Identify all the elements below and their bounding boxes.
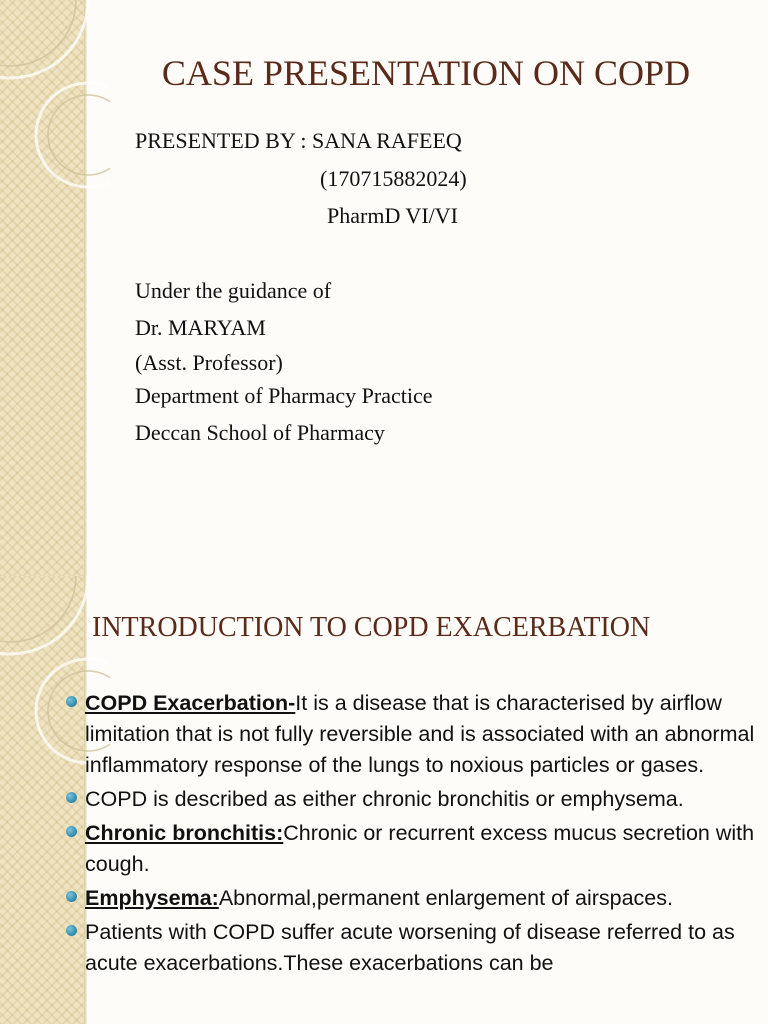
guidance-label: Under the guidance of bbox=[135, 278, 332, 303]
bullet-item bbox=[66, 917, 766, 979]
guide-name: Dr. MARYAM bbox=[135, 315, 266, 340]
department: Department of Pharmacy Practice bbox=[135, 383, 433, 408]
bullet-icon bbox=[66, 826, 77, 837]
bullet-text: COPD is described as either chronic bronchitis or emphysema. bbox=[85, 787, 684, 811]
bullet-item bbox=[66, 818, 766, 880]
bullet-icon bbox=[66, 925, 77, 936]
bullet-item bbox=[66, 688, 766, 781]
bullet-text: Chronic or recurrent excess mucus secretion with cough. bbox=[85, 821, 755, 876]
bullet-item bbox=[66, 883, 766, 914]
bullet-item bbox=[66, 784, 766, 815]
guide-title: (Asst. Professor) bbox=[135, 350, 283, 375]
bullet-icon bbox=[66, 696, 77, 707]
bullet-icon bbox=[66, 792, 77, 803]
bullet-text: Abnormal,permanent enlargement of airspaces. bbox=[218, 886, 673, 910]
bullet-list bbox=[66, 688, 766, 982]
slide-2 bbox=[0, 576, 768, 1024]
bullet-icon bbox=[66, 891, 77, 902]
slide-title: CASE PRESENTATION ON COPD bbox=[161, 53, 691, 93]
bullet-text: It is a disease that is characterised by airflow limitation that is not fully reversible and is associated with an abnormal inflammatory response of the lungs to noxious particles or gases. bbox=[85, 691, 755, 777]
institution: Deccan School of Pharmacy bbox=[135, 420, 385, 445]
swirl-ornament-icon bbox=[0, 0, 110, 230]
bullet-text: Patients with COPD suffer acute worsening of disease referred to as acute exacerbations.These exacerbations can be bbox=[85, 920, 735, 975]
bullet-term: Emphysema: bbox=[85, 886, 219, 910]
bullet-term: COPD Exacerbation- bbox=[85, 691, 296, 715]
slide-title: INTRODUCTION TO COPD EXACERBATION bbox=[92, 612, 651, 643]
presented-by: PRESENTED BY : SANA RAFEEQ bbox=[135, 128, 462, 153]
student-id: (170715882024) bbox=[320, 166, 467, 191]
program: PharmD VI/VI bbox=[327, 203, 458, 228]
bullet-term: Chronic bronchitis: bbox=[85, 821, 284, 845]
